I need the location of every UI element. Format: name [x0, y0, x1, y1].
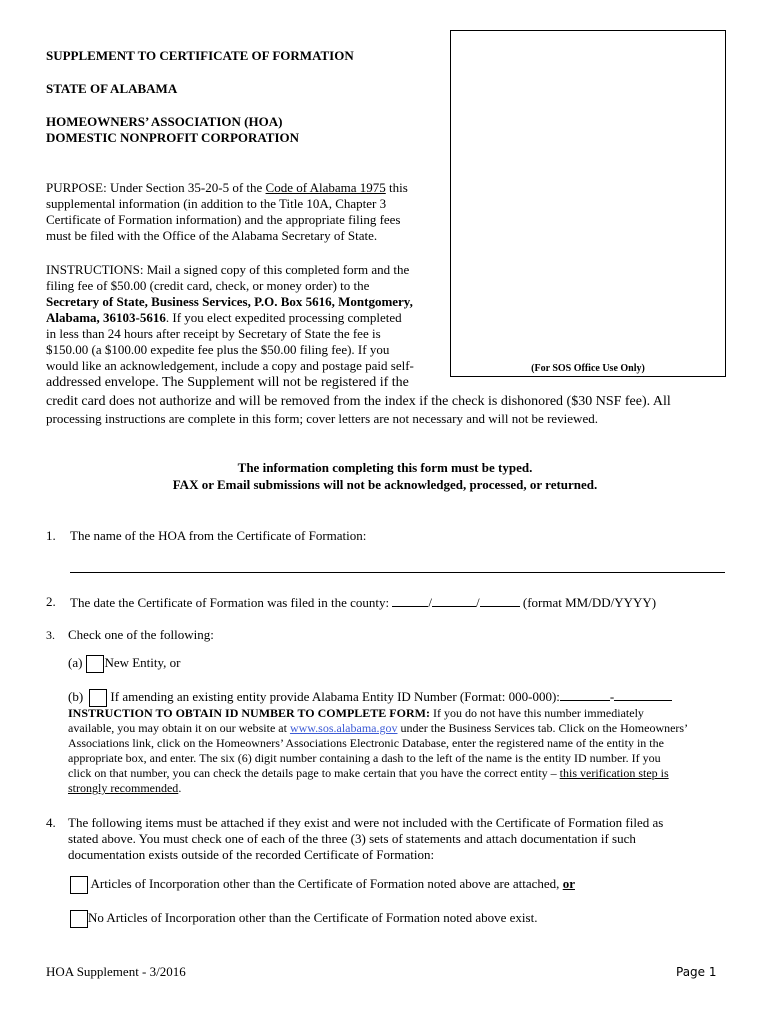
option-a-row [68, 655, 181, 673]
amend-entity-checkbox[interactable] [89, 689, 107, 707]
typed-notice: The information completing this form must be typed. [237, 460, 533, 475]
option-a-text: New Entity, or [104, 655, 181, 670]
date-format-hint: (format MM/DD/YYYY) [519, 595, 657, 610]
instructions-line9: credit card does not authorize and will be removed from the index if the check is dishonored ($30 NSF fee). All [46, 394, 671, 409]
q2-number: 2. [46, 594, 56, 609]
state-heading: STATE OF ALABAMA [46, 81, 178, 96]
q2-row [70, 594, 656, 611]
entity-type-line2: DOMESTIC NONPROFIT CORPORATION [46, 130, 300, 145]
id-instructions-period: . [178, 781, 182, 795]
q4-line2: stated above. You must check one of each of the three (3) sets of statements and attach documentation if such [68, 831, 636, 846]
filing-year-field[interactable] [480, 594, 520, 607]
id-instructions-heading: INSTRUCTION TO OBTAIN ID NUMBER TO COMPLETE FORM: [68, 706, 430, 720]
footer-form-id: HOA Supplement - 3/2016 [46, 964, 186, 979]
q3-label: Check one of the following: [68, 627, 214, 642]
new-entity-checkbox[interactable] [86, 655, 104, 673]
entity-id-part2-field[interactable] [614, 688, 672, 701]
entity-id-dash: - [609, 689, 615, 704]
q4-number: 4. [46, 815, 56, 830]
fax-email-notice: FAX or Email submissions will not be acknowledged, processed, or returned. [172, 477, 598, 492]
date-separator: / [476, 595, 480, 610]
option-b-row [68, 688, 672, 707]
verification-note: this verification step is [559, 766, 669, 780]
code-of-alabama-link[interactable]: Code of Alabama 1975 [265, 180, 386, 195]
no-articles-text: No Articles of Incorporation other than the Certificate of Formation noted above exist. [88, 910, 538, 925]
page-number: Page 1 [676, 965, 717, 979]
sos-website-link[interactable]: www.sos.alabama.gov [289, 721, 398, 735]
entity-id-part1-field[interactable] [560, 688, 610, 701]
instructions-line10: processing instructions are complete in this form; cover letters are not necessary and will not be reviewed. [46, 411, 598, 426]
q4-line1: The following items must be attached if they exist and were not included with the Certificate of Formation filed as [68, 815, 664, 830]
q2-label: The date the Certificate of Formation was filed in the county: [70, 595, 393, 610]
option-b-text: If amending an existing entity provide Alabama Entity ID Number (Format: 000-000): [107, 689, 560, 704]
instructions-line4: . If you elect expedited processing completed [165, 310, 402, 325]
id-instructions-line5: click on that number, you can check the details page to make certain that you have the correct entity – [68, 766, 560, 780]
purpose-line2: supplemental information (in addition to the Title 10A, Chapter 3 [46, 196, 387, 211]
id-instructions-line2b: under the Business Services tab. Click on the Homeowners’ [397, 721, 689, 735]
q1-label: The name of the HOA from the Certificate of Formation: [70, 528, 367, 543]
id-instructions-line4: appropriate box, and enter. The six (6) digit number containing a dash to the left of the name is the entity ID number. If you [68, 751, 661, 765]
purpose-lead: PURPOSE: Under Section 35-20-5 of the [46, 180, 266, 195]
entity-type-line1: HOMEOWNERS’ ASSOCIATION (HOA) [46, 114, 283, 129]
no-articles-checkbox[interactable] [70, 910, 88, 928]
hoa-name-field[interactable] [70, 572, 725, 573]
filing-month-field[interactable] [392, 594, 428, 607]
sos-office-use-caption: (For SOS Office Use Only) [531, 363, 645, 374]
instructions-line1: INSTRUCTIONS: Mail a signed copy of this completed form and the [46, 262, 410, 277]
instructions-line3: Secretary of State, Business Services, P.O. Box 5616, Montgomery, [46, 294, 413, 309]
purpose-paragraph [46, 180, 446, 244]
q4-text [68, 815, 748, 863]
instructions-paragraph [46, 262, 446, 391]
filing-day-field[interactable] [432, 594, 476, 607]
articles-attached-row [70, 876, 575, 894]
purpose-line4: must be filed with the Office of the Alabama Secretary of State. [46, 228, 378, 243]
q1-number: 1. [46, 528, 56, 543]
or-keyword: or [562, 876, 575, 891]
sos-office-use-box [450, 30, 726, 377]
q4-line3: documentation exists outside of the recorded Certificate of Formation: [68, 847, 435, 862]
articles-attached-text: Articles of Incorporation other than the Certificate of Formation noted above are attached, [88, 876, 563, 891]
instructions-line5: in less than 24 hours after receipt by Secretary of State the fee is [46, 326, 381, 341]
instructions-address: Alabama, 36103-5616 [46, 310, 166, 325]
id-instructions-line2a: available, you may obtain it on our website at [68, 721, 290, 735]
id-instructions-line3: Associations link, click on the Homeowners’ Associations Electronic Database, enter the registered name of the entity in the [68, 736, 664, 750]
purpose-line3: Certificate of Formation information) and the appropriate filing fees [46, 212, 401, 227]
instructions-line7: would like an acknowledgement, include a copy and postage paid self- [46, 358, 414, 373]
instructions-line8: addressed envelope. The Supplement will not be registered if the [46, 375, 409, 390]
id-instructions-line1: If you do not have this number immediately [429, 706, 644, 720]
id-number-instructions [68, 706, 738, 796]
option-a-label: (a) [68, 655, 83, 670]
articles-attached-checkbox[interactable] [70, 876, 88, 894]
date-separator: / [428, 595, 432, 610]
option-b-label: (b) [68, 689, 84, 704]
instructions-line2: filing fee of $50.00 (credit card, check, or money order) to the [46, 278, 370, 293]
purpose-line1-end: this [385, 180, 408, 195]
q3-number: 3. [46, 628, 55, 642]
instructions-line6: $150.00 (a $100.00 expedite fee plus the $50.00 filing fee). If you [46, 342, 390, 357]
no-articles-row [70, 910, 537, 928]
verification-note-end: strongly recommended [68, 781, 179, 795]
form-title: SUPPLEMENT TO CERTIFICATE OF FORMATION [46, 48, 354, 63]
